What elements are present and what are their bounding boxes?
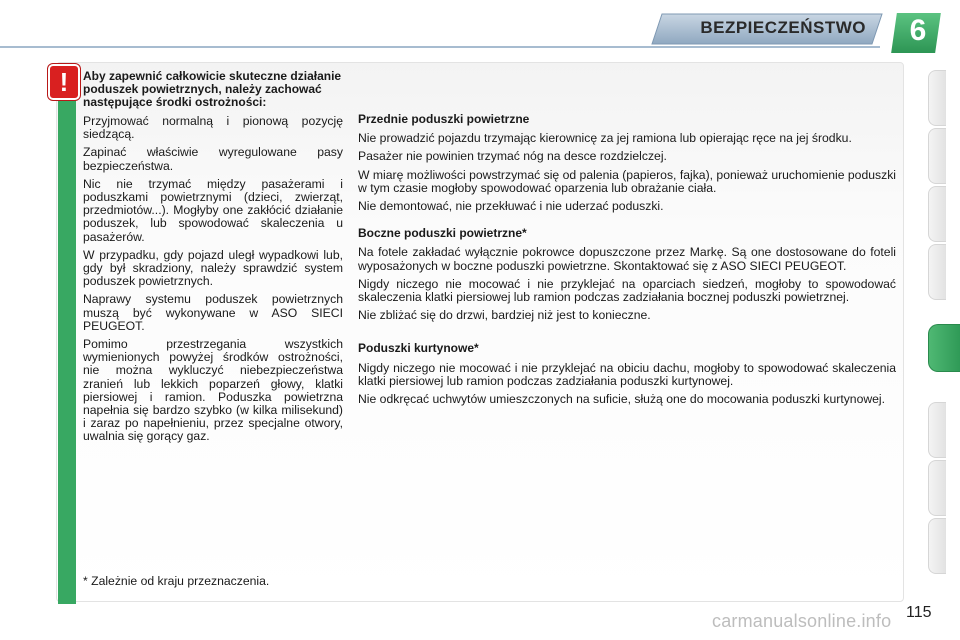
chapter-tab[interactable] (928, 402, 946, 458)
warning-side-bar (58, 64, 76, 604)
chapter-tab[interactable] (928, 128, 946, 184)
section-curtain-airbags (358, 342, 896, 406)
chapter-tab[interactable] (928, 186, 946, 242)
chapter-number: 6 (909, 14, 927, 47)
chapter-tab-strip (928, 70, 960, 575)
section-paragraph: Nie prowadzić pojazdu trzymając kierownicę za jej ramiona lub opierając ręce na jej środku. (358, 131, 852, 146)
footnote: * Zależnie od kraju przeznaczenia. (83, 574, 270, 588)
warning-paragraph: W przypadku, gdy pojazd uległ wypadkowi lub, gdy był skradziony, należy sprawdzić system poduszek powietrznych. (83, 247, 343, 289)
section-title-front-airbags: Przednie poduszki powietrzne (358, 112, 530, 126)
section-paragraph: Nigdy niczego nie mocować i nie przyklejać na oparciach siedzeń, mogłoby to spowodować skaleczenia klatki piersiowej lub ramion podczas zadziałania bocznej poduszki powietrznej. (358, 276, 896, 305)
section-paragraph: Pasażer nie powinien trzymać nóg na desce rozdzielczej. (358, 149, 667, 164)
warning-lead: Aby zapewnić całkowicie skuteczne działanie poduszek powietrznych, należy zachować następujące środki ostrożności: (83, 69, 342, 109)
section-title: BEZPIECZEŃSTWO (700, 18, 866, 37)
page-number: 115 (906, 604, 932, 621)
section-title-curtain-airbags: Poduszki kurtynowe* (358, 341, 479, 356)
warning-paragraph: Naprawy systemu poduszek powietrznych muszą być wykonywane w ASO SIECI PEUGEOT. (83, 292, 343, 333)
section-paragraph: Na fotele zakładać wyłącznie pokrowce dopuszczone przez Markę. Są one dostosowane do foteli wyposażonych w boczne poduszki powietrzne. Skontaktować się z ASO SIECI PEUGEOT. (358, 245, 896, 273)
watermark: carmanualsonline.info (712, 611, 892, 631)
section-side-airbags (358, 227, 896, 322)
section-front-airbags (358, 113, 896, 213)
chapter-tab[interactable] (928, 70, 946, 126)
section-paragraph: Nie zbliżać się do drzwi, bardziej niż jest to konieczne. (358, 308, 651, 323)
chapter-tab[interactable] (928, 244, 946, 300)
warning-paragraph: Nic nie trzymać między pasażerami i poduszkami powietrznymi (dzieci, zwierząt, przedmiotów...). Mogłyby one zakłócić działanie poduszek, lub spowodować skaleczenia u pasażerów. (83, 176, 343, 244)
warning-paragraph: Pomimo przestrzegania wszystkich wymienionych powyżej środków ostrożności, nie można wykluczyć niebezpieczeństwa zranień lub lekkich poparzeń głowy, klatki piersiowej i ramion. Poduszka powietrzna napełnia się bardzo szybko (w kilka milisekund) i zaraz po napełnieniu, przez specjalne otwory, uwalnia się gorący gaz. (83, 337, 343, 444)
section-paragraph: Nigdy niczego nie mocować i nie przyklejać na obiciu dachu, mogłoby to spowodować skaleczenia klatki piersiowej lub ramion podczas zadziałania poduszki kurtynowej. (358, 360, 896, 388)
chapter-tab[interactable] (928, 518, 946, 574)
chapter-tab-active[interactable] (928, 324, 960, 372)
warning-paragraph: Przyjmować normalną i pionową pozycję siedzącą. (83, 114, 343, 142)
airbag-sections (358, 113, 896, 420)
section-paragraph: Nie demontować, nie przekłuwać i nie uderzać poduszki. (358, 199, 664, 214)
section-paragraph: W miarę możliwości powstrzymać się od palenia (papieros, fajka), ponieważ uruchomienie poduszki w tym czasie mogłoby spowodować oparzenia lub obrażanie ciała. (358, 167, 896, 195)
section-paragraph: Nie odkręcać uchwytów umieszczonych na suficie, służą one do mocowania poduszki kurtynowej. (358, 392, 886, 407)
page-header (0, 0, 960, 60)
exclamation-warning-icon: ! (48, 64, 80, 100)
section-title-side-airbags: Boczne poduszki powietrzne* (358, 226, 527, 241)
chapter-tab[interactable] (928, 460, 946, 516)
warning-paragraph: Zapinać właściwie wyregulowane pasy bezpieczeństwa. (83, 145, 343, 173)
warning-column (83, 70, 343, 449)
